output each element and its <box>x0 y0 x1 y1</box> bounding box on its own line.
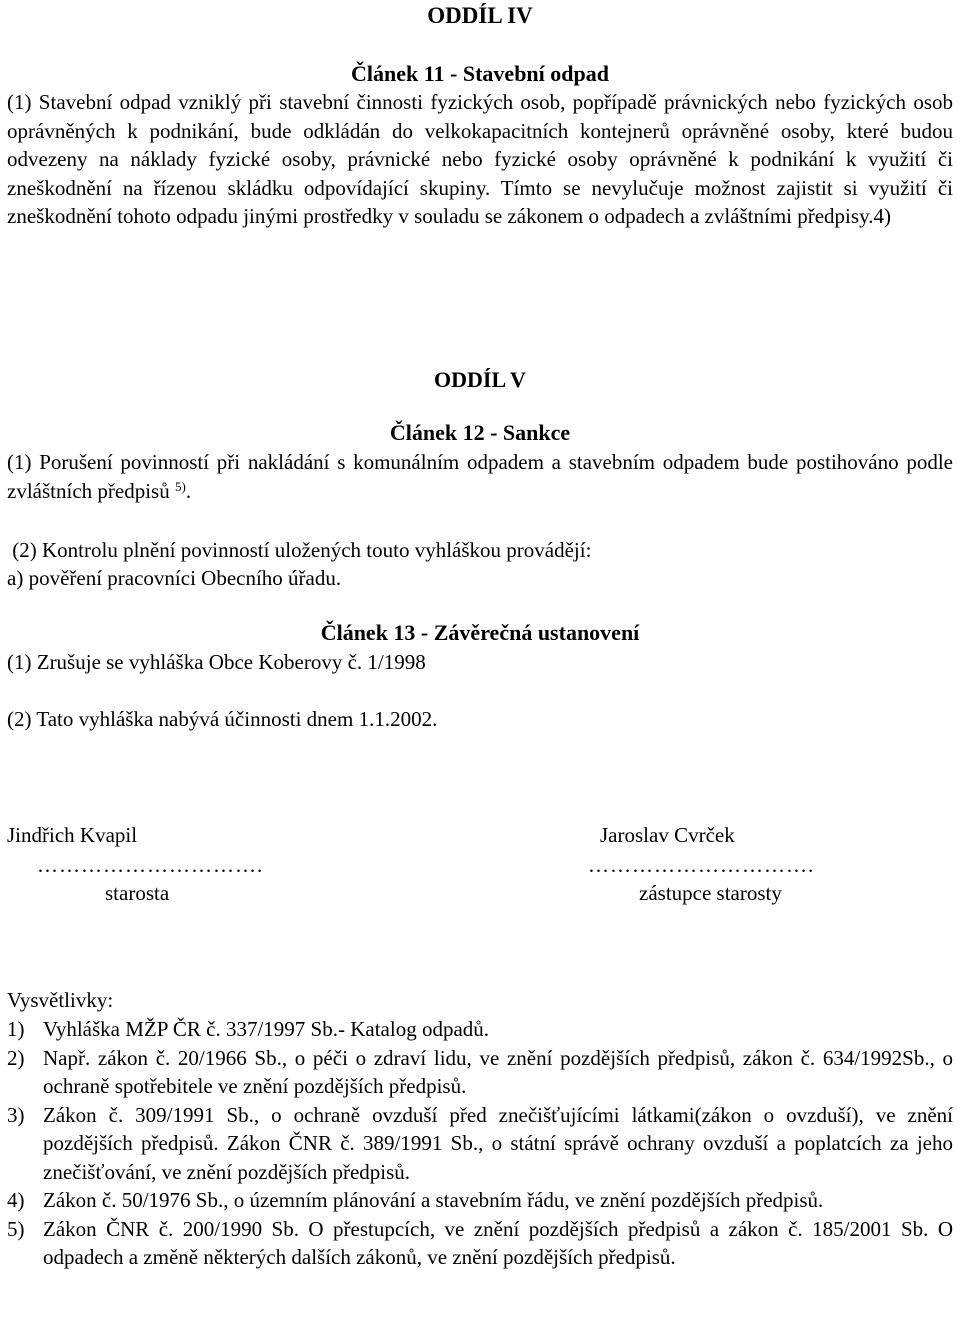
article-11-paragraph: (1) Stavební odpad vzniklý při stavební činnosti fyzických osob, popřípadě právnických nebo fyzických osob oprávněných k podnikání, bude odkládán do velkokapacitních kontejnerů oprávněné osoby, které budou odvezeny na náklady fyzické osoby, právnické nebo fyzické osoby oprávněné k podnikání k využití či zneškodnění na řízenou skládku odpovídající skupiny. Tímto se nevylučuje možnost zajistit si využití či zneškodnění tohoto odpadu jinými prostředky v souladu se zákonem o odpadech a zvláštními předpisy.4) <box>7 90 953 228</box>
signature-right <box>588 821 940 908</box>
note-number: 1) <box>7 1017 25 1041</box>
article-13-paragraph-2: (2) Tato vyhláška nabývá účinnosti dnem 1.1.2002. <box>7 707 438 731</box>
note-text: Zákon č. 50/1976 Sb., o územním plánování a stavebním řádu, ve znění pozdějších předpisů. <box>43 1188 824 1212</box>
section-4-heading: ODDÍL IV <box>427 3 533 28</box>
article-12-paragraph-1-end: . <box>185 478 192 503</box>
note-item <box>7 1215 953 1272</box>
signature-left-dots: …………………………. <box>37 852 264 877</box>
article-13-title: Článek 13 - Závěrečná ustanovení <box>320 620 640 645</box>
note-number: 4) <box>7 1188 25 1212</box>
signature-left <box>7 821 327 908</box>
signature-right-name: Jaroslav Cvrček <box>600 823 735 847</box>
note-item <box>7 1101 953 1187</box>
article-12-title: Článek 12 - Sankce <box>389 420 571 445</box>
note-item <box>7 1186 953 1215</box>
signature-left-role: starosta <box>105 881 170 905</box>
note-text: Zákon č. 309/1991 Sb., o ochraně ovzduší před znečišťujícími látkami(zákon o ovzduší), ve znění pozdějších předpisů. Zákon ČNR č. 389/1991 Sb., o státní správě ochrany ovzduší a poplatcích za jeho znečišťování, ve znění pozdějších předpisů. <box>43 1102 953 1184</box>
section-5-heading: ODDÍL V <box>434 367 526 392</box>
note-number: 3) <box>7 1102 25 1127</box>
article-12-paragraph-2-line-1: (2) Kontrolu plnění povinností uložených touto vyhláškou provádějí: <box>7 538 592 562</box>
note-number: 5) <box>7 1216 25 1241</box>
article-12-paragraph-1 <box>7 448 953 505</box>
note-text: Např. zákon č. 20/1966 Sb., o péči o zdraví lidu, ve znění pozdějších předpisů, zákon č. 634/1992Sb., o ochraně spotřebitele ve znění pozdějších předpisů. <box>43 1045 953 1098</box>
article-13-paragraph-1: (1) Zrušuje se vyhláška Obce Koberovy č. 1/1998 <box>7 650 426 674</box>
note-text: Zákon ČNR č. 200/1990 Sb. O přestupcích, ve znění pozdějších předpisů a zákon č. 185/2001 Sb. O odpadech a změně některých dalších zákonů, ve znění pozdějších předpisů. <box>43 1216 953 1269</box>
note-text: Vyhláška MŽP ČR č. 337/1997 Sb.- Katalog odpadů. <box>43 1017 490 1041</box>
footnote-ref-5: 5) <box>174 478 186 494</box>
article-12-paragraph-2-line-2: a) pověření pracovníci Obecního úřadu. <box>7 566 342 590</box>
note-number: 2) <box>7 1045 25 1070</box>
notes-list <box>7 1015 953 1272</box>
signature-right-role: zástupce starosty <box>639 881 782 905</box>
note-item <box>7 1015 953 1044</box>
signature-left-name: Jindřich Kvapil <box>7 823 138 847</box>
notes-title: Vysvětlivky: <box>7 988 114 1012</box>
note-item <box>7 1044 953 1101</box>
signature-right-dots: …………………………. <box>588 852 815 877</box>
article-12-paragraph-1-text: (1) Porušení povinností při nakládání s komunálním odpadem a stavebním odpadem bude postihováno podle zvláštních předpisů <box>7 450 953 503</box>
article-11-title: Článek 11 - Stavební odpad <box>351 61 609 86</box>
